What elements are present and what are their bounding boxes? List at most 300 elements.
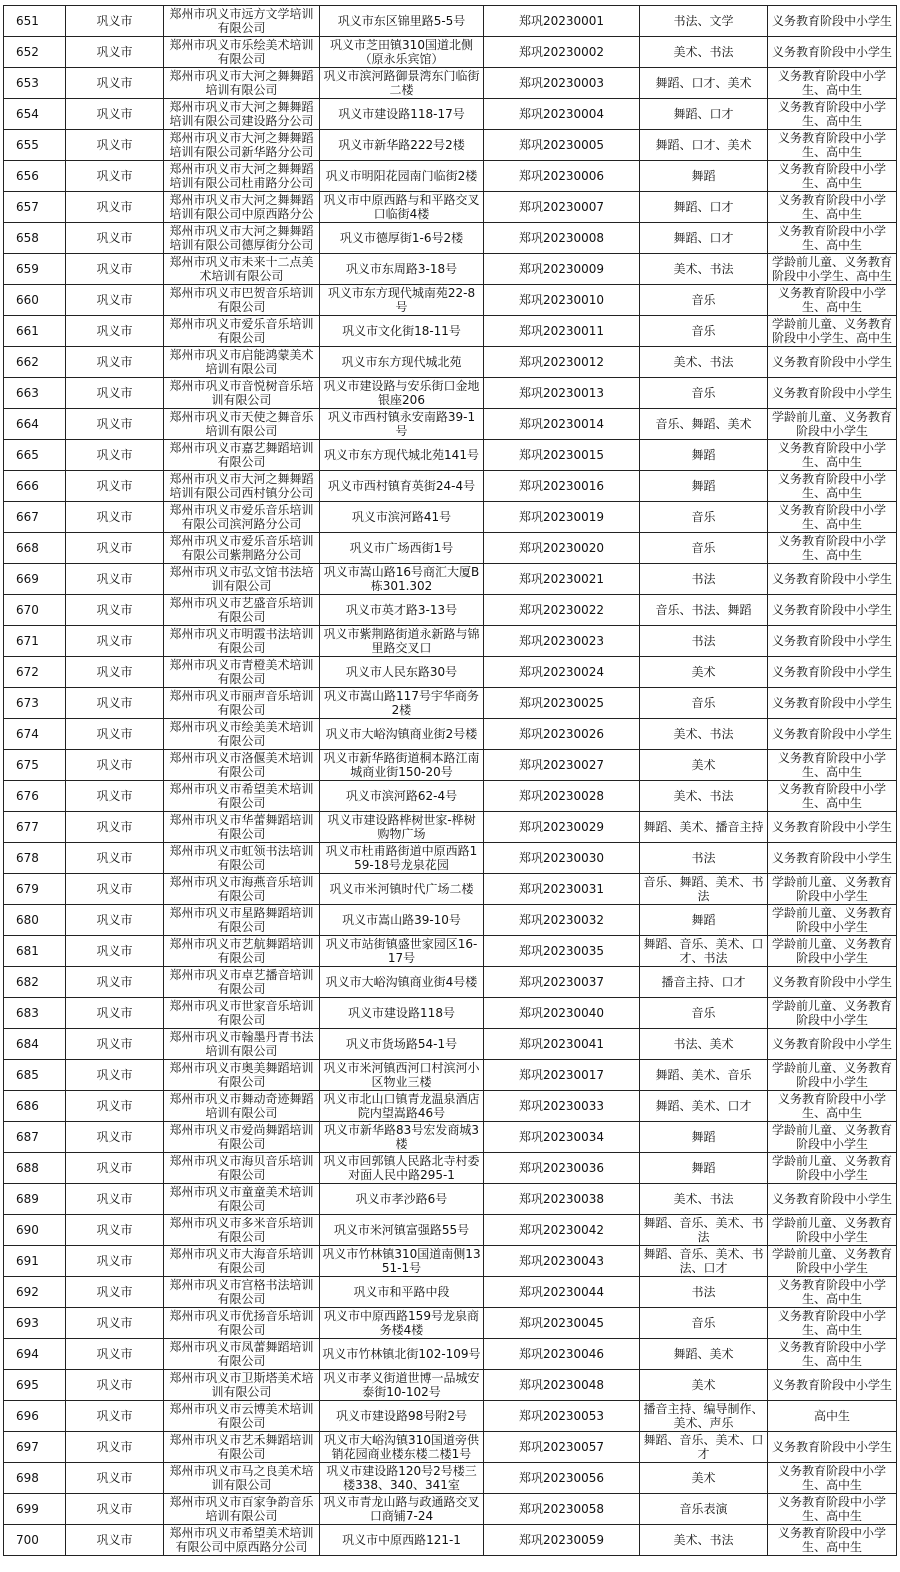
cell-index: 672 bbox=[4, 657, 66, 688]
cell-license-number: 郑巩20230048 bbox=[484, 1370, 640, 1401]
cell-city: 巩义市 bbox=[66, 688, 164, 719]
table-row bbox=[4, 223, 897, 254]
cell-city: 巩义市 bbox=[66, 316, 164, 347]
table-row bbox=[4, 285, 897, 316]
cell-index: 695 bbox=[4, 1370, 66, 1401]
cell-city: 巩义市 bbox=[66, 1525, 164, 1556]
table-row bbox=[4, 1153, 897, 1184]
cell-index: 664 bbox=[4, 409, 66, 440]
cell-institution-name: 郑州市巩义市艺禾舞蹈培训有限公司 bbox=[164, 1432, 320, 1463]
cell-target-students: 义务教育阶段中小学生、高中生 bbox=[768, 1308, 897, 1339]
cell-target-students: 义务教育阶段中小学生、高中生 bbox=[768, 223, 897, 254]
cell-target-students: 义务教育阶段中小学生、高中生 bbox=[768, 502, 897, 533]
cell-index: 698 bbox=[4, 1463, 66, 1494]
cell-city: 巩义市 bbox=[66, 1463, 164, 1494]
cell-index: 673 bbox=[4, 688, 66, 719]
cell-target-students: 义务教育阶段中小学生、高中生 bbox=[768, 192, 897, 223]
cell-index: 679 bbox=[4, 874, 66, 905]
table-row bbox=[4, 595, 897, 626]
cell-city: 巩义市 bbox=[66, 1215, 164, 1246]
cell-address: 巩义市嵩山路39-10号 bbox=[320, 905, 484, 936]
cell-institution-name: 郑州市巩义市虹领书法培训有限公司 bbox=[164, 843, 320, 874]
cell-address: 巩义市米河镇西河口村滨河小区物业三楼 bbox=[320, 1060, 484, 1091]
cell-license-number: 郑巩20230056 bbox=[484, 1463, 640, 1494]
cell-license-number: 郑巩20230011 bbox=[484, 316, 640, 347]
cell-target-students: 义务教育阶段中小学生、高中生 bbox=[768, 471, 897, 502]
cell-training-subject: 音乐、舞蹈、美术 bbox=[640, 409, 768, 440]
table-row bbox=[4, 192, 897, 223]
cell-license-number: 郑巩20230035 bbox=[484, 936, 640, 967]
cell-target-students: 义务教育阶段中小学生 bbox=[768, 1432, 897, 1463]
cell-target-students: 义务教育阶段中小学生、高中生 bbox=[768, 130, 897, 161]
cell-training-subject: 音乐 bbox=[640, 688, 768, 719]
cell-training-subject: 音乐 bbox=[640, 378, 768, 409]
cell-training-subject: 舞蹈、音乐、美术、书法 bbox=[640, 1215, 768, 1246]
cell-target-students: 学龄前儿童、义务教育阶段中小学生、高中生 bbox=[768, 254, 897, 285]
cell-city: 巩义市 bbox=[66, 657, 164, 688]
cell-address: 巩义市站街镇盛世家园区16-17号 bbox=[320, 936, 484, 967]
table-row bbox=[4, 1339, 897, 1370]
cell-license-number: 郑巩20230008 bbox=[484, 223, 640, 254]
cell-address: 巩义市建设路120号2号楼三楼338、340、341室 bbox=[320, 1463, 484, 1494]
cell-target-students: 学龄前儿童、义务教育阶段中小学生 bbox=[768, 936, 897, 967]
cell-training-subject: 舞蹈、美术、音乐 bbox=[640, 1060, 768, 1091]
cell-address: 巩义市明阳花园南门临街2楼 bbox=[320, 161, 484, 192]
cell-index: 666 bbox=[4, 471, 66, 502]
cell-license-number: 郑巩20230024 bbox=[484, 657, 640, 688]
cell-address: 巩义市西村镇育英街24-4号 bbox=[320, 471, 484, 502]
cell-index: 671 bbox=[4, 626, 66, 657]
cell-address: 巩义市大峪沟镇商业街2号楼 bbox=[320, 719, 484, 750]
table-row bbox=[4, 967, 897, 998]
cell-target-students: 学龄前儿童、义务教育阶段中小学生 bbox=[768, 905, 897, 936]
table-row bbox=[4, 68, 897, 99]
cell-city: 巩义市 bbox=[66, 1308, 164, 1339]
cell-target-students: 义务教育阶段中小学生、高中生 bbox=[768, 1525, 897, 1556]
cell-license-number: 郑巩20230027 bbox=[484, 750, 640, 781]
cell-city: 巩义市 bbox=[66, 409, 164, 440]
table-row bbox=[4, 378, 897, 409]
cell-license-number: 郑巩20230030 bbox=[484, 843, 640, 874]
cell-training-subject: 音乐 bbox=[640, 316, 768, 347]
cell-training-subject: 舞蹈 bbox=[640, 1153, 768, 1184]
cell-index: 657 bbox=[4, 192, 66, 223]
cell-training-subject: 书法 bbox=[640, 843, 768, 874]
cell-license-number: 郑巩20230029 bbox=[484, 812, 640, 843]
cell-target-students: 义务教育阶段中小学生、高中生 bbox=[768, 161, 897, 192]
cell-target-students: 义务教育阶段中小学生 bbox=[768, 688, 897, 719]
cell-license-number: 郑巩20230053 bbox=[484, 1401, 640, 1432]
cell-license-number: 郑巩20230013 bbox=[484, 378, 640, 409]
cell-city: 巩义市 bbox=[66, 905, 164, 936]
table-row bbox=[4, 1370, 897, 1401]
cell-institution-name: 郑州市巩义市明霞书法培训有限公司 bbox=[164, 626, 320, 657]
cell-index: 658 bbox=[4, 223, 66, 254]
cell-target-students: 学龄前儿童、义务教育阶段中小学生 bbox=[768, 409, 897, 440]
cell-license-number: 郑巩20230010 bbox=[484, 285, 640, 316]
cell-address: 巩义市新华路83号宏发商城3楼 bbox=[320, 1122, 484, 1153]
cell-institution-name: 郑州市巩义市嘉艺舞蹈培训有限公司 bbox=[164, 440, 320, 471]
cell-institution-name: 郑州市巩义市大河之舞舞蹈培训有限公司建设路分公司 bbox=[164, 99, 320, 130]
cell-address: 巩义市东方现代城南苑22-8号 bbox=[320, 285, 484, 316]
cell-institution-name: 郑州市巩义市爱尚舞蹈培训有限公司 bbox=[164, 1122, 320, 1153]
cell-index: 686 bbox=[4, 1091, 66, 1122]
table-row bbox=[4, 347, 897, 378]
cell-city: 巩义市 bbox=[66, 936, 164, 967]
cell-license-number: 郑巩20230004 bbox=[484, 99, 640, 130]
table-row bbox=[4, 471, 897, 502]
cell-training-subject: 舞蹈、美术 bbox=[640, 1339, 768, 1370]
table-row bbox=[4, 1463, 897, 1494]
cell-training-subject: 美术、书法 bbox=[640, 37, 768, 68]
cell-institution-name: 郑州市巩义市舞动奇迹舞蹈培训有限公司 bbox=[164, 1091, 320, 1122]
table-row bbox=[4, 874, 897, 905]
cell-target-students: 义务教育阶段中小学生 bbox=[768, 6, 897, 37]
cell-address: 巩义市建设路98号附2号 bbox=[320, 1401, 484, 1432]
cell-training-subject: 书法 bbox=[640, 626, 768, 657]
table-row bbox=[4, 6, 897, 37]
cell-target-students: 学龄前儿童、义务教育阶段中小学生 bbox=[768, 1060, 897, 1091]
cell-city: 巩义市 bbox=[66, 440, 164, 471]
cell-address: 巩义市中原西路121-1 bbox=[320, 1525, 484, 1556]
cell-city: 巩义市 bbox=[66, 254, 164, 285]
cell-index: 692 bbox=[4, 1277, 66, 1308]
cell-training-subject: 舞蹈、音乐、美术、口才、书法 bbox=[640, 936, 768, 967]
cell-index: 669 bbox=[4, 564, 66, 595]
cell-target-students: 义务教育阶段中小学生 bbox=[768, 1370, 897, 1401]
cell-city: 巩义市 bbox=[66, 595, 164, 626]
cell-target-students: 义务教育阶段中小学生、高中生 bbox=[768, 1091, 897, 1122]
cell-institution-name: 郑州市巩义市爱乐音乐培训有限公司 bbox=[164, 316, 320, 347]
cell-city: 巩义市 bbox=[66, 998, 164, 1029]
cell-city: 巩义市 bbox=[66, 781, 164, 812]
cell-training-subject: 音乐 bbox=[640, 1308, 768, 1339]
cell-city: 巩义市 bbox=[66, 1246, 164, 1277]
cell-city: 巩义市 bbox=[66, 161, 164, 192]
table-row bbox=[4, 657, 897, 688]
cell-address: 巩义市建设路118号 bbox=[320, 998, 484, 1029]
cell-index: 676 bbox=[4, 781, 66, 812]
cell-address: 巩义市新华路街道桐本路江南城商业街150-20号 bbox=[320, 750, 484, 781]
cell-address: 巩义市中原西路与和平路交叉口临街4楼 bbox=[320, 192, 484, 223]
cell-institution-name: 郑州市巩义市马之良美术培训有限公司 bbox=[164, 1463, 320, 1494]
cell-institution-name: 郑州市巩义市艺航舞蹈培训有限公司 bbox=[164, 936, 320, 967]
cell-license-number: 郑巩20230041 bbox=[484, 1029, 640, 1060]
table-row bbox=[4, 812, 897, 843]
cell-index: 654 bbox=[4, 99, 66, 130]
cell-institution-name: 郑州市巩义市华蕾舞蹈培训有限公司 bbox=[164, 812, 320, 843]
cell-city: 巩义市 bbox=[66, 812, 164, 843]
cell-index: 678 bbox=[4, 843, 66, 874]
cell-address: 巩义市米河镇时代广场二楼 bbox=[320, 874, 484, 905]
cell-city: 巩义市 bbox=[66, 223, 164, 254]
cell-target-students: 义务教育阶段中小学生 bbox=[768, 967, 897, 998]
cell-institution-name: 郑州市巩义市爱乐音乐培训有限公司紫荆路分公司 bbox=[164, 533, 320, 564]
table-row bbox=[4, 1246, 897, 1277]
cell-institution-name: 郑州市巩义市翰墨丹青书法培训有限公司 bbox=[164, 1029, 320, 1060]
cell-institution-name: 郑州市巩义市音悦树音乐培训有限公司 bbox=[164, 378, 320, 409]
cell-institution-name: 郑州市巩义市远方文学培训有限公司 bbox=[164, 6, 320, 37]
cell-license-number: 郑巩20230006 bbox=[484, 161, 640, 192]
table-row bbox=[4, 254, 897, 285]
cell-training-subject: 美术、书法 bbox=[640, 781, 768, 812]
cell-training-subject: 美术 bbox=[640, 1463, 768, 1494]
cell-institution-name: 郑州市巩义市艺盛音乐培训有限公司 bbox=[164, 595, 320, 626]
table-row bbox=[4, 502, 897, 533]
cell-institution-name: 郑州市巩义市宫格书法培训有限公司 bbox=[164, 1277, 320, 1308]
cell-address: 巩义市东区锦里路5-5号 bbox=[320, 6, 484, 37]
cell-address: 巩义市英才路3-13号 bbox=[320, 595, 484, 626]
cell-target-students: 义务教育阶段中小学生、高中生 bbox=[768, 750, 897, 781]
cell-training-subject: 音乐 bbox=[640, 285, 768, 316]
cell-institution-name: 郑州市巩义市多米音乐培训有限公司 bbox=[164, 1215, 320, 1246]
cell-training-subject: 音乐 bbox=[640, 998, 768, 1029]
cell-institution-name: 郑州市巩义市希望美术培训有限公司中原西路分公司 bbox=[164, 1525, 320, 1556]
cell-training-subject: 播音主持、编导制作、美术、声乐 bbox=[640, 1401, 768, 1432]
cell-address: 巩义市东周路3-18号 bbox=[320, 254, 484, 285]
cell-address: 巩义市竹林镇310国道南侧1351-1号 bbox=[320, 1246, 484, 1277]
cell-address: 巩义市青龙山路与政通路交叉口商铺7-24 bbox=[320, 1494, 484, 1525]
table-row bbox=[4, 1091, 897, 1122]
cell-training-subject: 舞蹈、音乐、美术、书法、口才 bbox=[640, 1246, 768, 1277]
cell-index: 690 bbox=[4, 1215, 66, 1246]
cell-training-subject: 音乐表演 bbox=[640, 1494, 768, 1525]
cell-license-number: 郑巩20230009 bbox=[484, 254, 640, 285]
table-row bbox=[4, 750, 897, 781]
cell-address: 巩义市新华路222号2楼 bbox=[320, 130, 484, 161]
table-row bbox=[4, 1184, 897, 1215]
cell-target-students: 义务教育阶段中小学生、高中生 bbox=[768, 285, 897, 316]
cell-license-number: 郑巩20230021 bbox=[484, 564, 640, 595]
cell-license-number: 郑巩20230034 bbox=[484, 1122, 640, 1153]
cell-index: 668 bbox=[4, 533, 66, 564]
cell-license-number: 郑巩20230059 bbox=[484, 1525, 640, 1556]
table-row bbox=[4, 843, 897, 874]
cell-license-number: 郑巩20230017 bbox=[484, 1060, 640, 1091]
cell-index: 675 bbox=[4, 750, 66, 781]
cell-license-number: 郑巩20230043 bbox=[484, 1246, 640, 1277]
cell-training-subject: 舞蹈、音乐、美术、口才 bbox=[640, 1432, 768, 1463]
cell-target-students: 义务教育阶段中小学生 bbox=[768, 626, 897, 657]
cell-institution-name: 郑州市巩义市凤蕾舞蹈培训有限公司 bbox=[164, 1339, 320, 1370]
cell-license-number: 郑巩20230005 bbox=[484, 130, 640, 161]
cell-address: 巩义市人民东路30号 bbox=[320, 657, 484, 688]
cell-city: 巩义市 bbox=[66, 1091, 164, 1122]
cell-city: 巩义市 bbox=[66, 99, 164, 130]
cell-city: 巩义市 bbox=[66, 1432, 164, 1463]
cell-target-students: 义务教育阶段中小学生 bbox=[768, 1029, 897, 1060]
cell-institution-name: 郑州市巩义市童童美术培训有限公司 bbox=[164, 1184, 320, 1215]
cell-address: 巩义市大峪沟镇商业街4号楼 bbox=[320, 967, 484, 998]
cell-address: 巩义市货场路54-1号 bbox=[320, 1029, 484, 1060]
cell-institution-name: 郑州市巩义市未来十二点美术培训有限公司 bbox=[164, 254, 320, 285]
cell-target-students: 义务教育阶段中小学生 bbox=[768, 657, 897, 688]
cell-training-subject: 书法、美术 bbox=[640, 1029, 768, 1060]
cell-index: 697 bbox=[4, 1432, 66, 1463]
cell-address: 巩义市米河镇富强路55号 bbox=[320, 1215, 484, 1246]
cell-index: 694 bbox=[4, 1339, 66, 1370]
cell-city: 巩义市 bbox=[66, 1370, 164, 1401]
cell-city: 巩义市 bbox=[66, 1060, 164, 1091]
cell-target-students: 义务教育阶段中小学生 bbox=[768, 37, 897, 68]
cell-index: 700 bbox=[4, 1525, 66, 1556]
cell-index: 680 bbox=[4, 905, 66, 936]
table-row bbox=[4, 781, 897, 812]
cell-address: 巩义市杜甫路街道中原西路159-18号龙泉花园 bbox=[320, 843, 484, 874]
table-row bbox=[4, 440, 897, 471]
cell-index: 677 bbox=[4, 812, 66, 843]
cell-institution-name: 郑州市巩义市海燕音乐培训有限公司 bbox=[164, 874, 320, 905]
cell-license-number: 郑巩20230038 bbox=[484, 1184, 640, 1215]
cell-license-number: 郑巩20230001 bbox=[484, 6, 640, 37]
cell-index: 688 bbox=[4, 1153, 66, 1184]
cell-target-students: 义务教育阶段中小学生、高中生 bbox=[768, 440, 897, 471]
cell-address: 巩义市滨河路41号 bbox=[320, 502, 484, 533]
cell-address: 巩义市滨河路御景湾东门临街二楼 bbox=[320, 68, 484, 99]
cell-address: 巩义市建设路与安乐街口金地银座206 bbox=[320, 378, 484, 409]
cell-city: 巩义市 bbox=[66, 192, 164, 223]
cell-index: 682 bbox=[4, 967, 66, 998]
cell-license-number: 郑巩20230025 bbox=[484, 688, 640, 719]
cell-training-subject: 舞蹈、口才 bbox=[640, 223, 768, 254]
cell-target-students: 义务教育阶段中小学生、高中生 bbox=[768, 99, 897, 130]
cell-address: 巩义市德厚街1-6号2楼 bbox=[320, 223, 484, 254]
cell-address: 巩义市文化街18-11号 bbox=[320, 316, 484, 347]
cell-institution-name: 郑州市巩义市希望美术培训有限公司 bbox=[164, 781, 320, 812]
cell-license-number: 郑巩20230033 bbox=[484, 1091, 640, 1122]
table-row bbox=[4, 998, 897, 1029]
cell-index: 670 bbox=[4, 595, 66, 626]
table-row bbox=[4, 99, 897, 130]
cell-license-number: 郑巩20230014 bbox=[484, 409, 640, 440]
cell-index: 667 bbox=[4, 502, 66, 533]
cell-city: 巩义市 bbox=[66, 378, 164, 409]
cell-target-students: 义务教育阶段中小学生 bbox=[768, 843, 897, 874]
cell-index: 663 bbox=[4, 378, 66, 409]
cell-training-subject: 舞蹈 bbox=[640, 161, 768, 192]
cell-address: 巩义市西村镇永安南路39-1号 bbox=[320, 409, 484, 440]
table-row bbox=[4, 130, 897, 161]
cell-institution-name: 郑州市巩义市弘文馆书法培训有限公司 bbox=[164, 564, 320, 595]
table-row bbox=[4, 905, 897, 936]
cell-index: 696 bbox=[4, 1401, 66, 1432]
cell-training-subject: 美术、书法 bbox=[640, 1184, 768, 1215]
cell-institution-name: 郑州市巩义市卓艺播音培训有限公司 bbox=[164, 967, 320, 998]
table-row bbox=[4, 1122, 897, 1153]
cell-address: 巩义市东方现代城北苑 bbox=[320, 347, 484, 378]
cell-index: 689 bbox=[4, 1184, 66, 1215]
cell-training-subject: 舞蹈、口才 bbox=[640, 192, 768, 223]
cell-index: 660 bbox=[4, 285, 66, 316]
cell-city: 巩义市 bbox=[66, 68, 164, 99]
cell-license-number: 郑巩20230037 bbox=[484, 967, 640, 998]
table-row bbox=[4, 936, 897, 967]
cell-index: 687 bbox=[4, 1122, 66, 1153]
cell-license-number: 郑巩20230044 bbox=[484, 1277, 640, 1308]
cell-institution-name: 郑州市巩义市世家音乐培训有限公司 bbox=[164, 998, 320, 1029]
institution-list-table bbox=[3, 5, 897, 1556]
cell-target-students: 学龄前儿童、义务教育阶段中小学生 bbox=[768, 998, 897, 1029]
cell-training-subject: 舞蹈、美术、播音主持 bbox=[640, 812, 768, 843]
table-row bbox=[4, 161, 897, 192]
cell-license-number: 郑巩20230058 bbox=[484, 1494, 640, 1525]
cell-target-students: 义务教育阶段中小学生、高中生 bbox=[768, 1339, 897, 1370]
cell-city: 巩义市 bbox=[66, 843, 164, 874]
cell-index: 651 bbox=[4, 6, 66, 37]
cell-city: 巩义市 bbox=[66, 37, 164, 68]
cell-license-number: 郑巩20230046 bbox=[484, 1339, 640, 1370]
cell-institution-name: 郑州市巩义市百家争韵音乐培训有限公司 bbox=[164, 1494, 320, 1525]
cell-training-subject: 舞蹈、口才、美术 bbox=[640, 68, 768, 99]
cell-target-students: 义务教育阶段中小学生 bbox=[768, 378, 897, 409]
cell-city: 巩义市 bbox=[66, 6, 164, 37]
cell-index: 653 bbox=[4, 68, 66, 99]
cell-city: 巩义市 bbox=[66, 502, 164, 533]
table-row bbox=[4, 564, 897, 595]
cell-target-students: 学龄前儿童、义务教育阶段中小学生 bbox=[768, 1246, 897, 1277]
cell-address: 巩义市建设路桦树世家-桦树购物广场 bbox=[320, 812, 484, 843]
cell-address: 巩义市滨河路62-4号 bbox=[320, 781, 484, 812]
cell-address: 巩义市孝义街道世博一品城安泰街10-102号 bbox=[320, 1370, 484, 1401]
cell-institution-name: 郑州市巩义市奥美舞蹈培训有限公司 bbox=[164, 1060, 320, 1091]
cell-address: 巩义市嵩山路16号商汇大厦B栋301.302 bbox=[320, 564, 484, 595]
table-row bbox=[4, 688, 897, 719]
cell-training-subject: 播音主持、口才 bbox=[640, 967, 768, 998]
cell-index: 659 bbox=[4, 254, 66, 285]
cell-target-students: 学龄前儿童、义务教育阶段中小学生 bbox=[768, 1215, 897, 1246]
cell-city: 巩义市 bbox=[66, 471, 164, 502]
cell-license-number: 郑巩20230007 bbox=[484, 192, 640, 223]
cell-training-subject: 美术、书法 bbox=[640, 347, 768, 378]
cell-city: 巩义市 bbox=[66, 1153, 164, 1184]
cell-target-students: 义务教育阶段中小学生 bbox=[768, 812, 897, 843]
cell-index: 685 bbox=[4, 1060, 66, 1091]
cell-institution-name: 郑州市巩义市洛偃美术培训有限公司 bbox=[164, 750, 320, 781]
cell-license-number: 郑巩20230020 bbox=[484, 533, 640, 564]
cell-index: 656 bbox=[4, 161, 66, 192]
cell-city: 巩义市 bbox=[66, 533, 164, 564]
cell-training-subject: 舞蹈 bbox=[640, 1122, 768, 1153]
cell-index: 684 bbox=[4, 1029, 66, 1060]
cell-target-students: 义务教育阶段中小学生、高中生 bbox=[768, 533, 897, 564]
cell-institution-name: 郑州市巩义市大河之舞舞蹈培训有限公司中原西路分公 bbox=[164, 192, 320, 223]
cell-target-students: 学龄前儿童、义务教育阶段中小学生 bbox=[768, 1122, 897, 1153]
cell-license-number: 郑巩20230019 bbox=[484, 502, 640, 533]
cell-city: 巩义市 bbox=[66, 1029, 164, 1060]
cell-address: 巩义市孝沙路6号 bbox=[320, 1184, 484, 1215]
cell-address: 巩义市和平路中段 bbox=[320, 1277, 484, 1308]
cell-index: 661 bbox=[4, 316, 66, 347]
cell-training-subject: 美术 bbox=[640, 1370, 768, 1401]
table-row bbox=[4, 1308, 897, 1339]
cell-license-number: 郑巩20230031 bbox=[484, 874, 640, 905]
cell-institution-name: 郑州市巩义市大河之舞舞蹈培训有限公司 bbox=[164, 68, 320, 99]
cell-index: 693 bbox=[4, 1308, 66, 1339]
table-row bbox=[4, 1525, 897, 1556]
cell-institution-name: 郑州市巩义市绘美美术培训有限公司 bbox=[164, 719, 320, 750]
cell-target-students: 义务教育阶段中小学生、高中生 bbox=[768, 1277, 897, 1308]
table-row bbox=[4, 316, 897, 347]
cell-institution-name: 郑州市巩义市卫斯塔美术培训有限公司 bbox=[164, 1370, 320, 1401]
cell-target-students: 义务教育阶段中小学生 bbox=[768, 564, 897, 595]
cell-city: 巩义市 bbox=[66, 750, 164, 781]
cell-training-subject: 美术、书法 bbox=[640, 719, 768, 750]
cell-address: 巩义市东方现代城北苑141号 bbox=[320, 440, 484, 471]
cell-license-number: 郑巩20230045 bbox=[484, 1308, 640, 1339]
cell-city: 巩义市 bbox=[66, 1494, 164, 1525]
cell-address: 巩义市中原西路159号龙泉商务楼4楼 bbox=[320, 1308, 484, 1339]
cell-institution-name: 郑州市巩义市海贝音乐培训有限公司 bbox=[164, 1153, 320, 1184]
